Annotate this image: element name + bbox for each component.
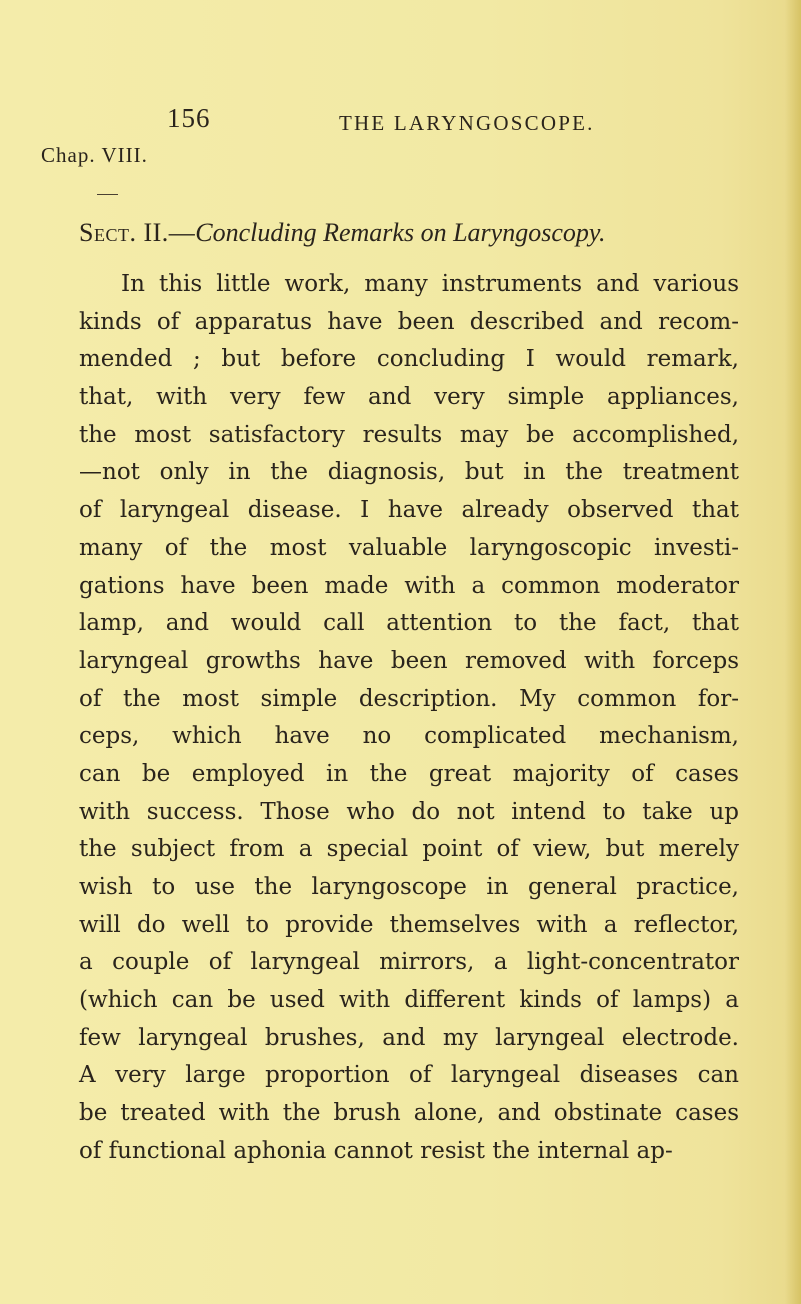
section-heading <box>79 218 605 248</box>
text-line: few laryngeal brushes, and my laryngeal electrode. <box>79 1024 739 1051</box>
text-line: wish to use the laryngoscope in general practice, <box>79 874 739 900</box>
page-edge-shadow <box>785 0 801 1304</box>
body-text <box>79 266 739 1171</box>
text-line: a couple of laryngeal mirrors, a light-concentrator <box>79 949 739 976</box>
running-head: THE LARYNGOSCOPE. <box>339 111 595 135</box>
chapter-rule <box>97 194 118 195</box>
text-line: that, with very few and very simple appliances, <box>79 384 739 411</box>
text-line: of the most simple description. My common for- <box>79 685 739 712</box>
text-line: many of the most valuable laryngoscopic investi- <box>79 534 739 561</box>
text-line: (which can be used with different kinds of lamps) a <box>79 987 739 1014</box>
text-line: lamp, and would call attention to the fact, that <box>79 610 739 637</box>
chapter-marginal-note: Chap. VIII. <box>41 143 148 167</box>
text-line: the most satisfactory results may be accomplished, <box>79 421 739 448</box>
page-number: 156 <box>167 103 211 133</box>
text-line: gations have been made with a common moderator <box>79 572 739 599</box>
text-line: can be employed in the great majority of cases <box>79 760 739 787</box>
text-line: will do well to provide themselves with a reflector, <box>79 911 739 938</box>
text-line: of functional aphonia cannot resist the internal ap- <box>79 1137 673 1164</box>
text-line: of laryngeal disease. I have already observed that <box>79 497 739 524</box>
text-line: with success. Those who do not intend to take up <box>79 798 739 825</box>
text-line: laryngeal growths have been removed with forceps <box>79 647 739 674</box>
text-line: be treated with the brush alone, and obstinate cases <box>79 1100 739 1127</box>
section-title: Concluding Remarks on Laryngoscopy. <box>195 218 606 247</box>
text-line: kinds of apparatus have been described and recom- <box>79 308 739 335</box>
text-line: ceps, which have no complicated mechanism, <box>79 723 739 750</box>
text-line: the subject from a special point of view, but merely <box>79 836 739 863</box>
text-line: A very large proportion of laryngeal diseases can <box>79 1062 739 1089</box>
text-line: In this little work, many instruments and various <box>121 271 739 297</box>
text-line: mended ; but before concluding I would remark, <box>79 346 739 373</box>
text-line: —not only in the diagnosis, but in the treatment <box>79 459 739 486</box>
section-label: Sect. II.— <box>79 218 196 247</box>
